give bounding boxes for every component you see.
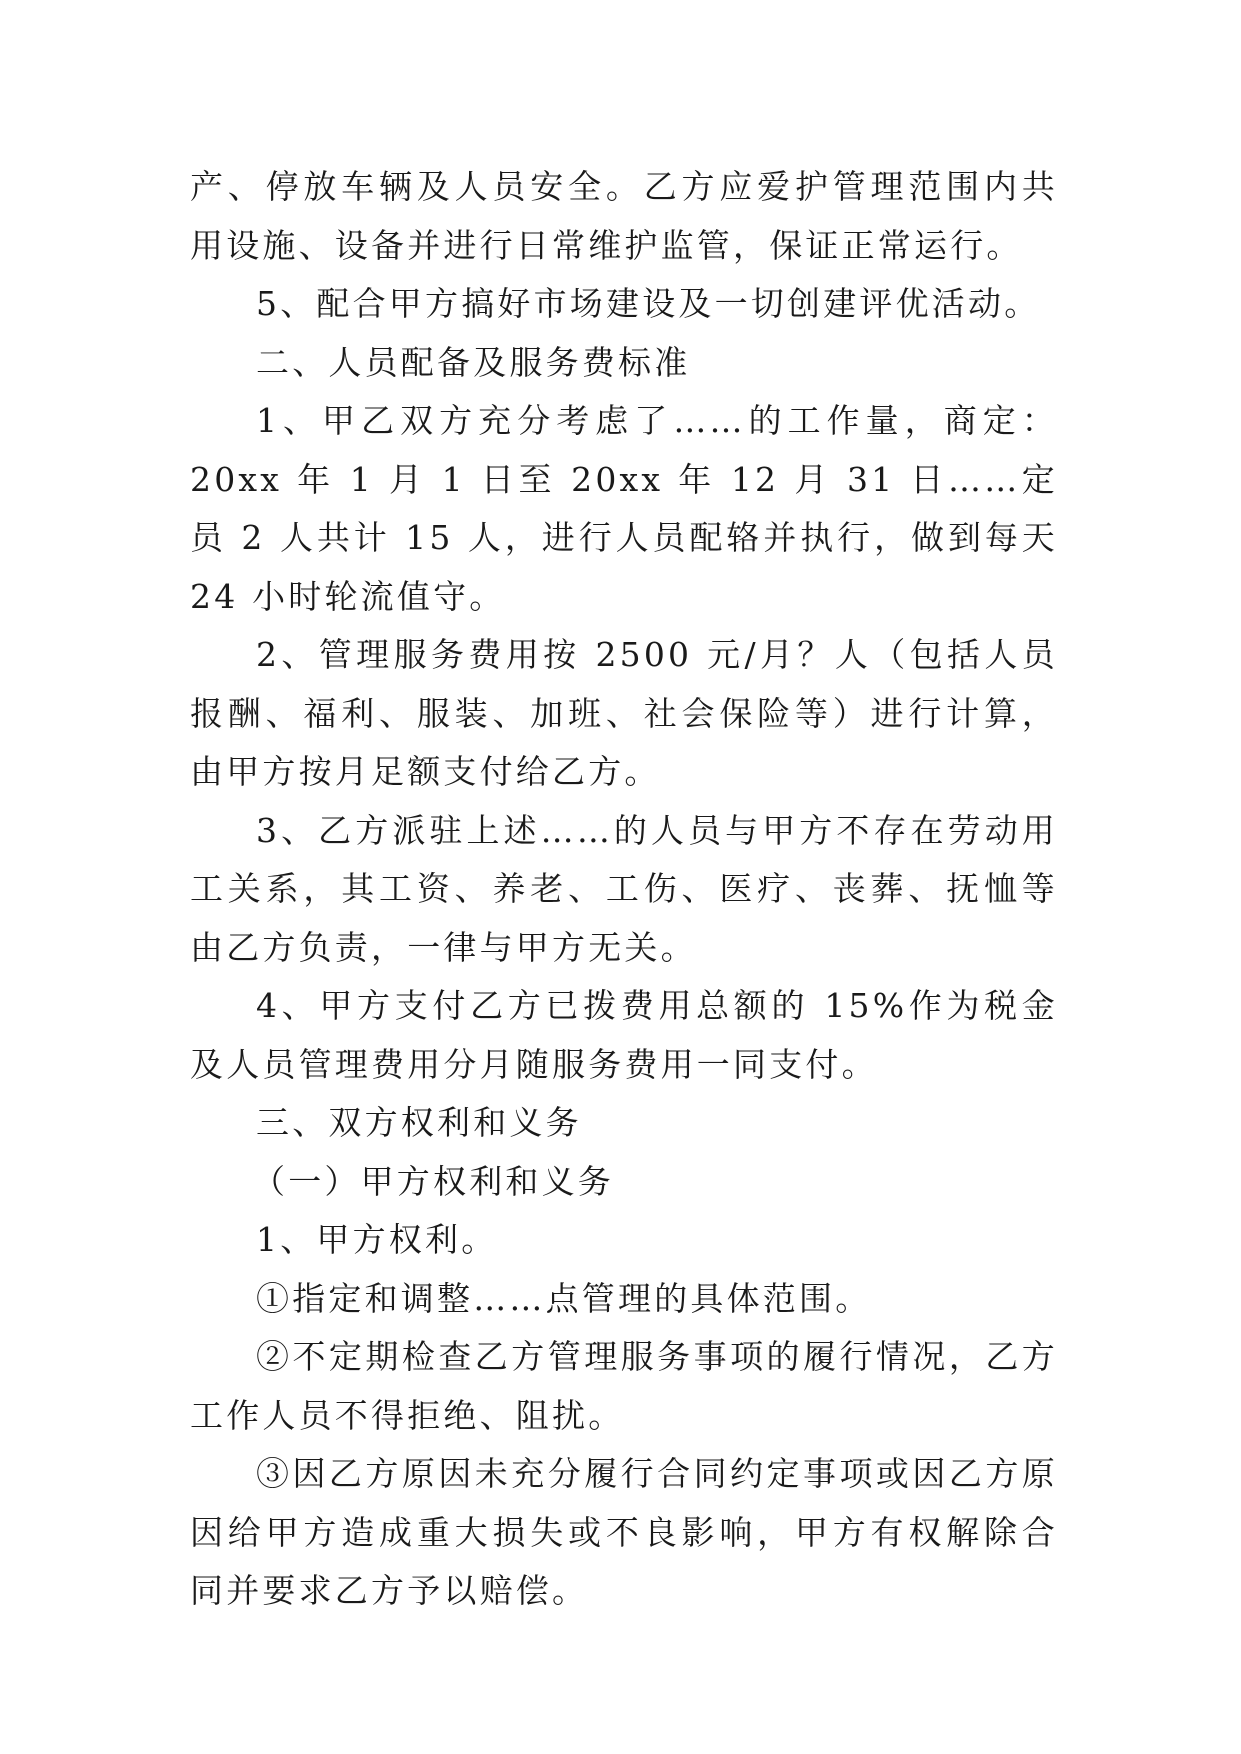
paragraph-item-1: 1、甲乙双方充分考虑了……的工作量，商定：20xx 年 1 月 1 日至 20xx 年 12 月 31 日……定员 2 人共计 15 人，进行人员配辂并执行，做到每天 24 小时轮流值守。	[190, 401, 1058, 616]
list-item-circled-3: ③因乙方原因未充分履行合同约定事项或因乙方原因给甲方造成重大损失或不良影响，甲方有权解除合同并要求乙方予以赔偿。	[190, 1454, 1058, 1610]
list-item-circled-2: ②不定期检查乙方管理服务事项的履行情况，乙方工作人员不得拒绝、阻扰。	[190, 1337, 1058, 1435]
paragraph-item-5: 5、配合甲方搞好市场建设及一切创建评优活动。	[256, 284, 1041, 323]
section-heading-3: 三、双方权利和义务	[256, 1103, 582, 1142]
paragraph-continuation: 产、停放车辆及人员安全。乙方应爱护管理范围内共用设施、设备并进行日常维护监管，保证正常运行。	[190, 167, 1058, 265]
subsection-heading-1: （一）甲方权利和义务	[252, 1161, 614, 1201]
list-item-circled-1: ①指定和调整……点管理的具体范围。	[256, 1278, 872, 1318]
section-heading-2: 二、人员配备及服务费标准	[256, 342, 691, 382]
paragraph-item-3: 3、乙方派驻上述……的人员与甲方不存在劳动用工关系，其工资、养老、工伤、医疗、丧葬、抚恤等由乙方负责，一律与甲方无关。	[190, 810, 1058, 967]
paragraph-item-2: 2、管理服务费用按 2500 元/月？人（包括人员报酬、福利、服装、加班、社会保险等）进行计算，由甲方按月足额支付给乙方。	[190, 635, 1058, 791]
paragraph-party-a-rights: 1、甲方权利。	[256, 1220, 498, 1259]
document-body	[190, 158, 1058, 1621]
paragraph-item-4: 4、甲方支付乙方已拨费用总额的 15%作为税金及人员管理费用分月随服务费用一同支付。	[190, 986, 1058, 1084]
